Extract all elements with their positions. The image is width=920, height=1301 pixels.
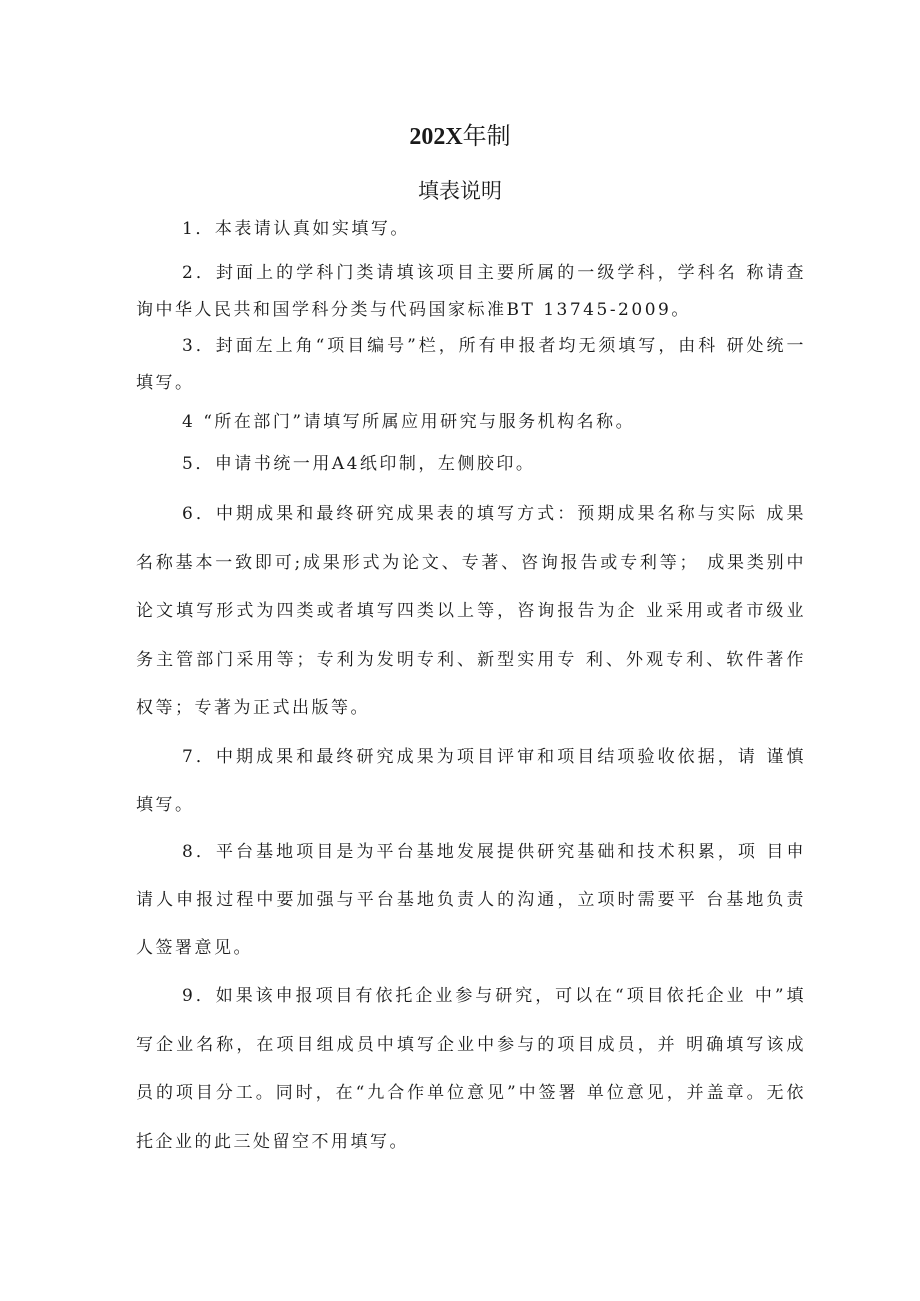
page-title: 填表说明 — [418, 179, 502, 203]
instruction-item-4 — [136, 404, 806, 440]
instruction-item-3 — [136, 328, 806, 402]
year-title — [0, 118, 920, 155]
instruction-item-8 — [136, 828, 806, 972]
instruction-item-7 — [136, 733, 806, 829]
instruction-text: 6．中期成果和最终研究成果表的填写方式：预期成果名称与实际 成果名称基本一致即可;成果形式为论文、专著、咨询报告或专利等； 成果类别中论文填写形式为四类或者填写四类以上等，咨询报告为企 业采用或者市级业务主管部门采用等；专利为发明专利、新型实用专 利、外观专利、软件著作权等；专著为正式出版等。 — [136, 504, 806, 718]
instruction-text: 7．中期成果和最终研究成果为项目评审和项目结项验收依据，请 谨慎填写。 — [136, 747, 806, 815]
instruction-item-9 — [136, 972, 806, 1166]
year-title-number: 202X — [409, 124, 463, 150]
instruction-item-5 — [136, 446, 806, 482]
instruction-text: 3．封面左上角“项目编号”栏，所有申报者均无须填写，由科 研处统一填写。 — [136, 336, 806, 393]
instruction-text: 9．如果该申报项目有依托企业参与研究，可以在“项目依托企业 中”填写企业名称，在项目组成员中填写企业中参与的项目成员，并 明确填写该成员的项目分工。同时，在“九合作单位意见”中签署 单位意见，并盖章。无依托企业的此三处留空不用填写。 — [136, 986, 806, 1152]
instruction-item-1 — [136, 214, 806, 244]
instruction-text: 2．封面上的学科门类请填该项目主要所属的一级学科，学科名 称请查询中华人民共和国学科分类与代码国家标准BT 13745-2009。 — [136, 263, 806, 320]
instruction-text: 8．平台基地项目是为平台基地发展提供研究基础和技术积累，项 目申请人申报过程中要加强与平台基地负责人的沟通，立项时需要平 台基地负责人签署意见。 — [136, 842, 806, 958]
instruction-text: 5．申请书统一用A4纸印制，左侧胶印。 — [182, 454, 536, 474]
instruction-text: 1．本表请认真如实填写。 — [182, 219, 410, 239]
instruction-item-6 — [136, 490, 806, 733]
year-title-suffix: 年制 — [462, 122, 511, 150]
instruction-text: 4 “所在部门”请填写所属应用研究与服务机构名称。 — [182, 412, 636, 432]
instruction-item-2 — [136, 255, 806, 329]
